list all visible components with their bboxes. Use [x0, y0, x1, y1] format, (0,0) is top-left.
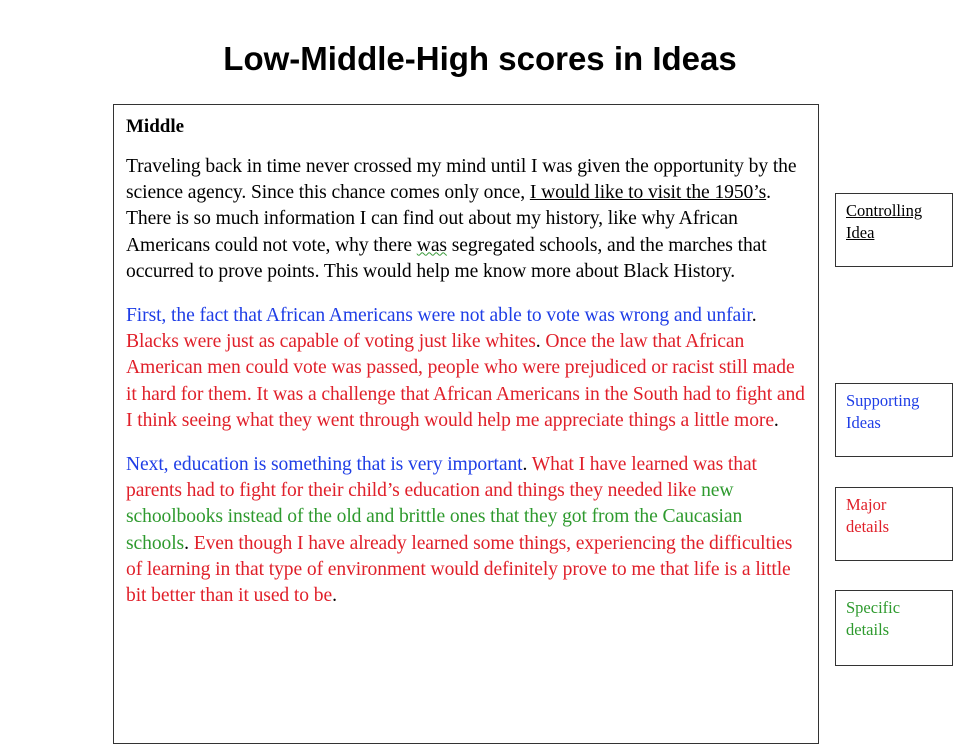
legend-supporting-line1: Supporting — [846, 391, 920, 410]
essay-segment-black: . — [751, 305, 757, 327]
essay-segment-black: . There is so much information I can find out about my history, like why African Americans could not vote, why there — [126, 182, 771, 256]
essay-paragraph — [126, 452, 808, 609]
slide-title: Low-Middle-High scores in Ideas — [223, 40, 737, 77]
essay-segment-black: . — [184, 532, 194, 554]
essay-segment-red: What I have learned was that parents had to fight for their child’s education and things they needed like — [126, 454, 757, 502]
essay-segment-red: Even though I have already learned some things, experiencing the difficulties of learning in that type of environment would definitely prove to me that life is a little bit better than it used to be — [126, 532, 793, 607]
essay-paragraph — [126, 154, 808, 285]
essay-segment-black: Traveling back in time never crossed my mind until I was given the opportunity by the science agency. Since this chance comes only once, — [126, 156, 797, 204]
essay-segment-red: Once the law that African American men could vote was passed, people who were prejudiced or racist still made it hard for them. It was a challenge that African Americans in the South had to fight and I think seeing what they went through would help me appreciate things a little more — [126, 331, 805, 431]
legend-major-line2: details — [846, 517, 890, 536]
legend-specific-line2: details — [846, 620, 890, 639]
essay-segment-black: was — [416, 234, 447, 256]
legend-major-line1: Major — [846, 495, 887, 514]
essay-segment-black: segregated schools, and the marches that occurred to prove points. This would help me know more about Black History. — [126, 234, 767, 282]
essay-segment-black: I would like to visit the 1950’s — [529, 182, 767, 204]
essay-paragraph — [126, 303, 808, 434]
essay-body — [126, 154, 808, 609]
legend-specific-line1: Specific — [846, 598, 901, 617]
essay-segment-black: . — [332, 585, 337, 607]
legend-controlling-idea — [835, 193, 953, 267]
essay-segment-blue: Next, education is something that is very important — [126, 454, 523, 476]
legend-controlling-line1: Controlling — [846, 201, 923, 220]
legend-supporting-ideas — [835, 383, 953, 457]
legend-major-details — [835, 487, 953, 561]
essay-segment-green: new schoolbooks instead of the old and brittle ones that they got from the Caucasian schools — [126, 480, 743, 554]
essay-segment-black: . — [535, 331, 546, 353]
essay-segment-blue: First, the fact that African Americans were not able to vote was wrong and unfair — [126, 305, 752, 327]
essay-segment-black: . — [773, 409, 779, 431]
score-level-heading: Middle — [126, 116, 185, 137]
essay-segment-black: . — [522, 454, 532, 476]
legend-controlling-line2: Idea — [846, 223, 875, 242]
legend-specific-details — [835, 590, 953, 666]
essay-segment-red: Blacks were just as capable of voting just like whites — [126, 331, 536, 353]
essay-document — [113, 104, 819, 744]
legend-supporting-line2: Ideas — [846, 413, 881, 432]
